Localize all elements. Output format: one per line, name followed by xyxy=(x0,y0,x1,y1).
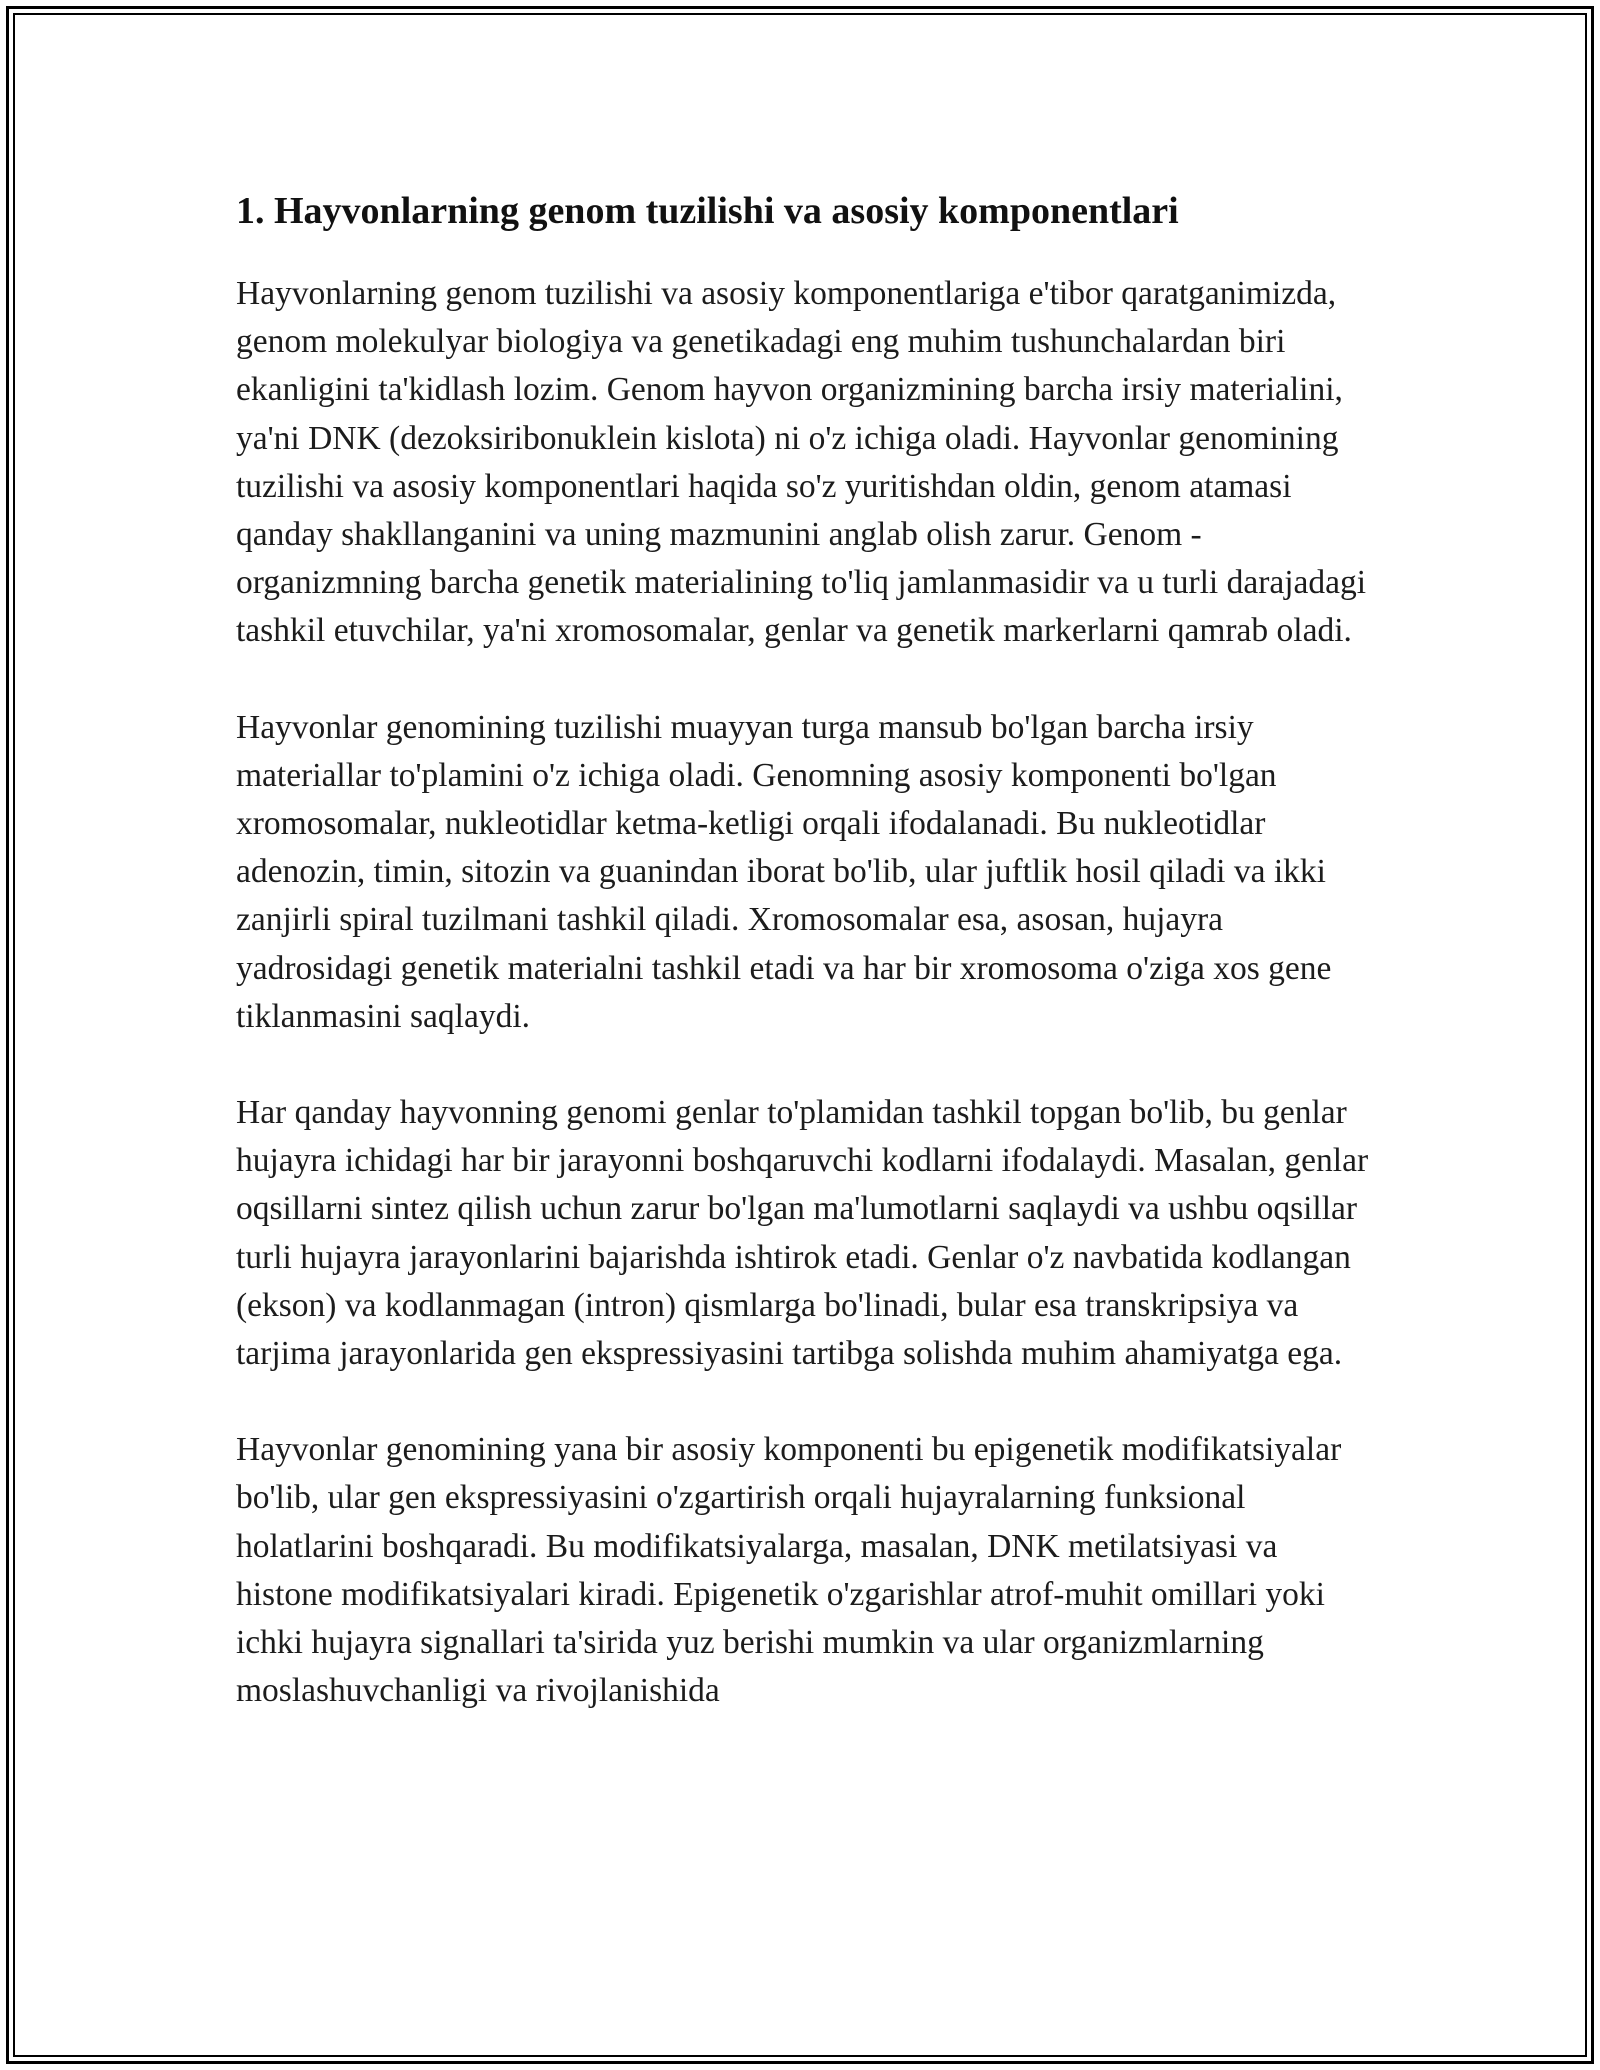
paragraph: Hayvonlar genomining tuzilishi muayyan turga mansub bo'lgan barcha irsiy materiallar to'plamini o'z ichiga oladi. Genomning asosiy komponenti bo'lgan xromosomalar, nukleotidlar ketma-ketligi orqali ifodalanadi. Bu nukleotidlar adenozin, timin, sitozin va guanindan iborat bo'lib, ular juftlik hosil qiladi va ikki zanjirli spiral tuzilmani tashkil qiladi. Xromosomalar esa, asosan, hujayra yadrosidagi genetik materialni tashkil etadi va har bir xromosoma o'ziga xos gene tiklanmasini saqlaydi. xyxy=(236,708,1332,1035)
paragraph: Hayvonlar genomining yana bir asosiy komponenti bu epigenetik modifikatsiyalar bo'lib, ular gen ekspressiyasini o'zgartirish orqali hujayralarning funksional holatlarini boshqaradi. Bu modifikatsiyalarga, masalan, DNK metilatsiyasi va histone modifikatsiyalari kiradi. Epigenetik o'zgarishlar atrof-muhit omillari yoki ichki hujayra signallari ta'sirida yuz berishi mumkin va ular organizmlarning moslashuvchanligi va rivojlanishida xyxy=(236,1431,1342,1710)
section-heading: 1. Hayvonlarning genom tuzilishi va asosiy komponentlari xyxy=(236,190,1179,232)
paragraph: Har qanday hayvonning genomi genlar to'plamidan tashkil topgan bo'lib, bu genlar hujayra ichidagi har bir jarayonni boshqaruvchi kodlarni ifodalaydi. Masalan, genlar oqsillarni sintez qilish uchun zarur bo'lgan ma'lumotlarni saqlaydi va ushbu oqsillar turli hujayra jarayonlarini bajarishda ishtirok etadi. Genlar o'z navbatida kodlangan (ekson) va kodlanmagan (intron) qismlarga bo'linadi, bular esa transkripsiya va tarjima jarayonlarida gen ekspressiyasini tartibga solishda muhim ahamiyatga ega. xyxy=(236,1094,1369,1373)
paragraph: Hayvonlarning genom tuzilishi va asosiy komponentlariga e'tibor qaratganimizda, genom molekulyar biologiya va genetikadagi eng muhim tushunchalardan biri ekanligini ta'kidlash lozim. Genom hayvon organizmining barcha irsiy materialini, ya'ni DNK (dezoksiribonuklein kislota) ni o'z ichiga oladi. Hayvonlar genomining tuzilishi va asosiy komponentlari haqida so'z yuritishdan oldin, genom atamasi qanday shakllanganini va uning mazmunini anglab olish zarur. Genom - organizmning barcha genetik materialining to'liq jamlanmasidir va u turli darajadagi tashkil etuvchilar, ya'ni xromosomalar, genlar va genetik markerlarni qamrab oladi. xyxy=(236,275,1367,650)
document-body xyxy=(236,186,1376,1715)
